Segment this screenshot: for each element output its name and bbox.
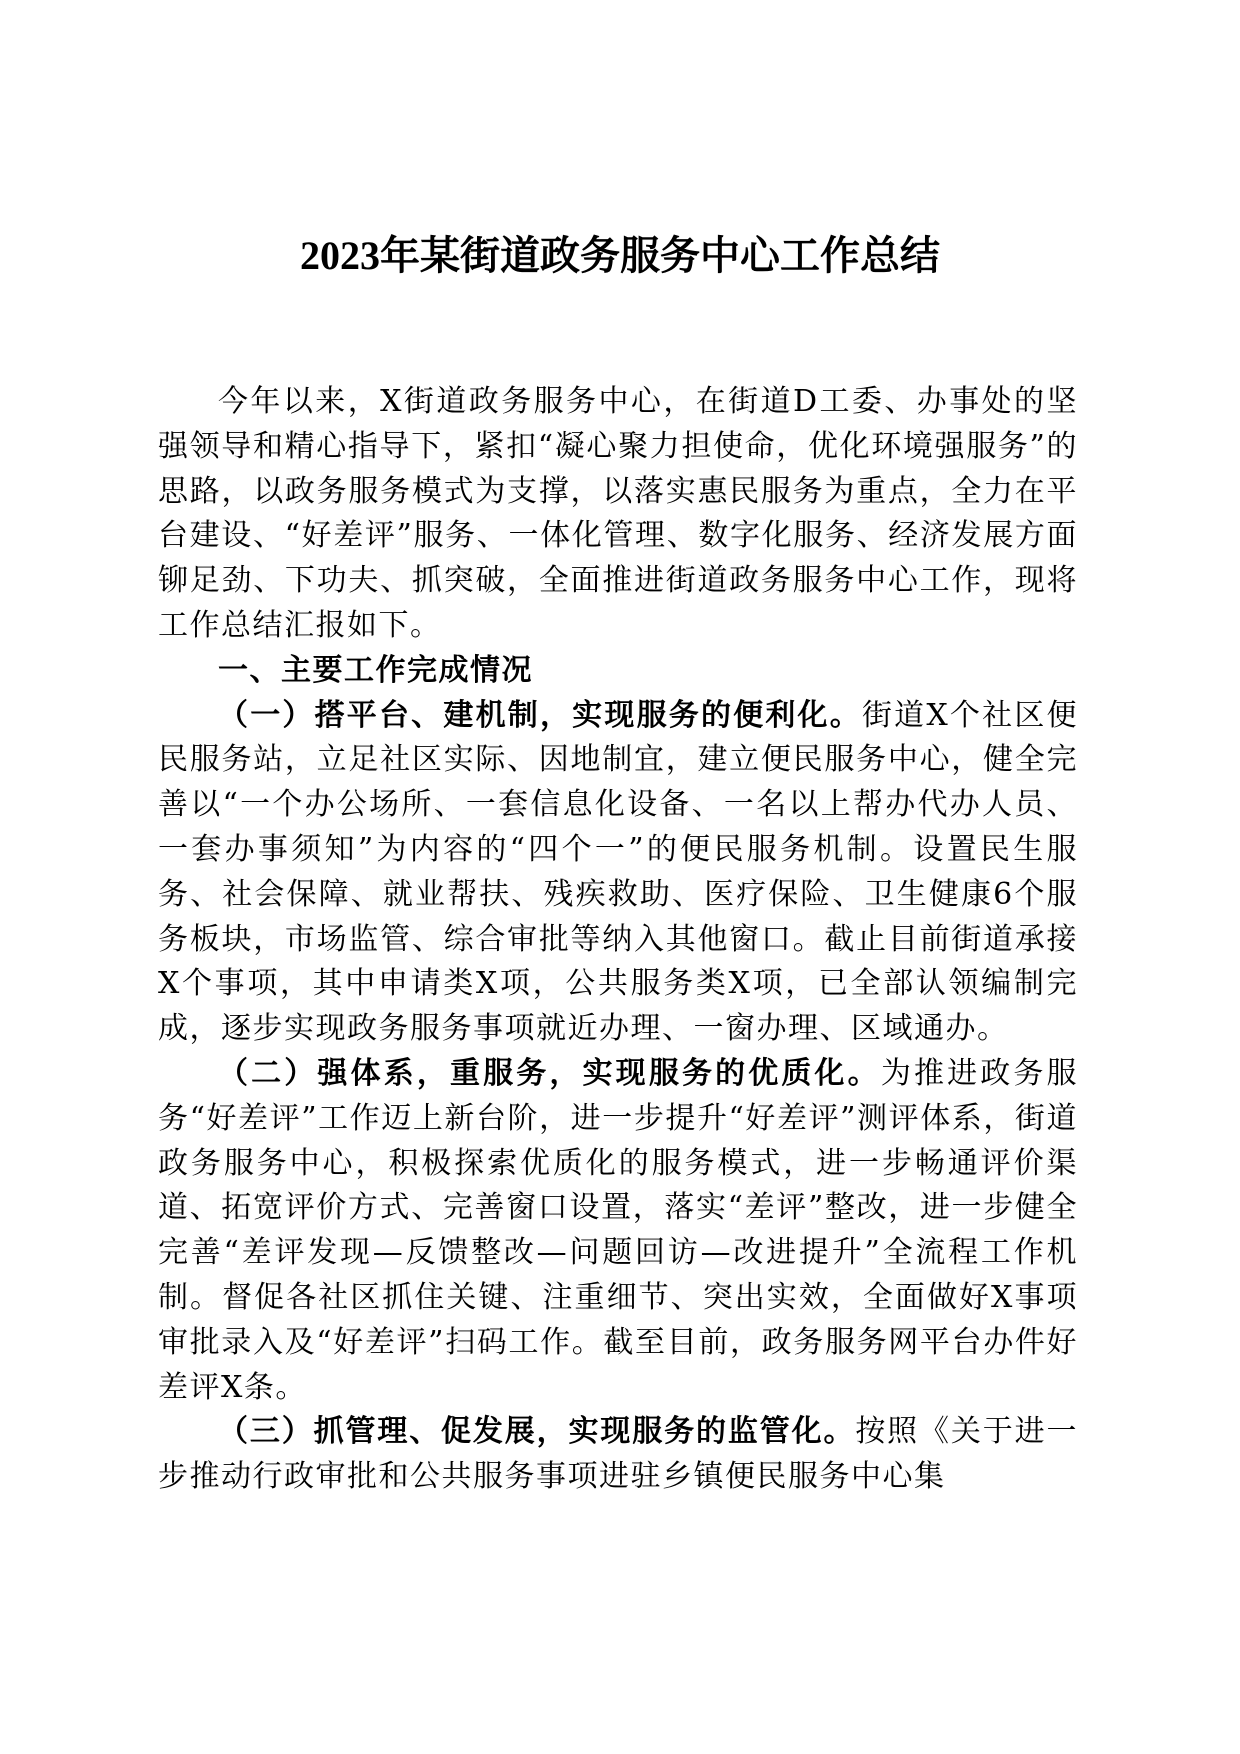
item-lead-2: （二）强体系，重服务，实现服务的优质化。 <box>218 1055 881 1091</box>
document-body <box>158 380 1078 1500</box>
item-text-3: 按照《关于进一步推动行政审批和公共服务事项进驻乡镇便民服务中心集 <box>158 1414 1079 1495</box>
item-paragraph-1 <box>158 694 1078 1052</box>
item-text-1: 街道X个社区便民服务站，立足社区实际、因地制宜，建立便民服务中心，健全完善以“一个办公场所、一套信息化设备、一名以上帮办代办人员、一套办事须知”为内容的“四个一”的便民服务机制。设置民生服务、社会保障、就业帮扶、残疾救助、医疗保险、卫生健康6个服务板块，市场监管、综合审批等纳入其他窗口。截止目前街道承接X个事项，其中申请类X项，公共服务类X项，已全部认领编制完成，逐步实现政务服务事项就近办理、一窗办理、区域通办。 <box>158 697 1079 1047</box>
intro-paragraph: 今年以来，X街道政务服务中心，在街道D工委、办事处的坚强领导和精心指导下，紧扣“凝心聚力担使命，优化环境强服务”的思路，以政务服务模式为支撑，以落实惠民服务为重点，全力在平台建设、“好差评”服务、一体化管理、数字化服务、经济发展方面铆足劲、下功夫、抓突破，全面推进街道政务服务中心工作，现将工作总结汇报如下。 <box>158 384 1078 643</box>
item-lead-1: （一）搭平台、建机制，实现服务的便利化。 <box>218 697 862 733</box>
section-heading: 一、主要工作完成情况 <box>218 652 533 688</box>
document-title: 2023年某街道政务服务中心工作总结 <box>300 233 940 278</box>
item-paragraph-2 <box>158 1052 1078 1410</box>
item-lead-3: （三）抓管理、促发展，实现服务的监管化。 <box>218 1414 856 1450</box>
item-text-2: 为推进政务服务“好差评”工作迈上新台阶，进一步提升“好差评”测评体系，街道政务服务中心，积极探索优质化的服务模式，进一步畅通评价渠道、拓宽评价方式、完善窗口设置，落实“差评”整改，进一步健全完善“差评发现—反馈整改—问题回访—改进提升”全流程工作机制。督促各社区抓住关键、注重细节、突出实效，全面做好X事项审批录入及“好差评”扫码工作。截至目前，政务服务网平台办件好差评X条。 <box>158 1055 1079 1405</box>
item-paragraph-3 <box>158 1410 1078 1500</box>
